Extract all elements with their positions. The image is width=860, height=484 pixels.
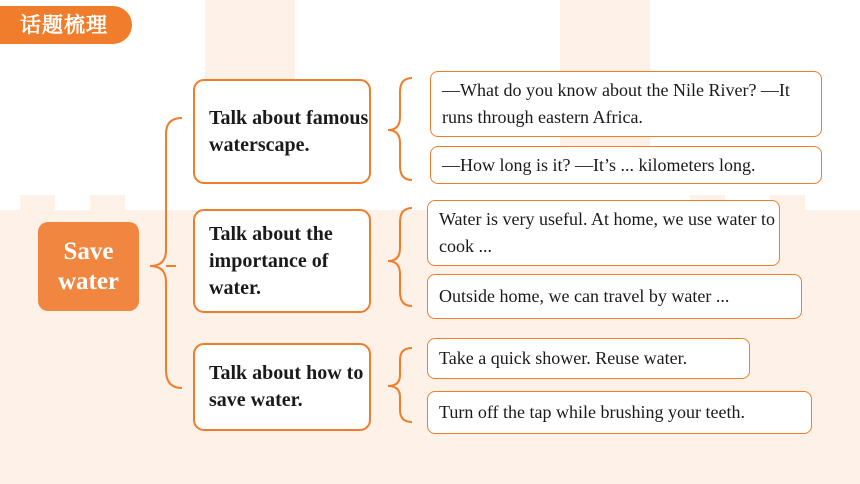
detail-turn-off-tap: Turn off the tap while brushing your teeth. bbox=[427, 391, 812, 434]
topic-importance-of-water: Talk about the importance of water. bbox=[193, 209, 371, 313]
topic-how-to-save-water: Talk about how to save water. bbox=[193, 343, 371, 431]
detail-water-useful: Water is very useful. At home, we use water to cook ... bbox=[427, 200, 780, 266]
topic-famous-waterscape: Talk about famous waterscape. bbox=[193, 79, 371, 184]
detail-nile-river-qa: —What do you know about the Nile River? —It runs through eastern Africa. bbox=[430, 71, 822, 137]
root-node: Save water bbox=[38, 222, 139, 311]
detail-how-long-qa: —How long is it? —It’s ... kilometers long. bbox=[430, 146, 822, 184]
detail-quick-shower: Take a quick shower. Reuse water. bbox=[427, 338, 750, 379]
detail-travel-by-water: Outside home, we can travel by water ... bbox=[427, 274, 802, 319]
section-tag: 话题梳理 bbox=[0, 6, 132, 44]
